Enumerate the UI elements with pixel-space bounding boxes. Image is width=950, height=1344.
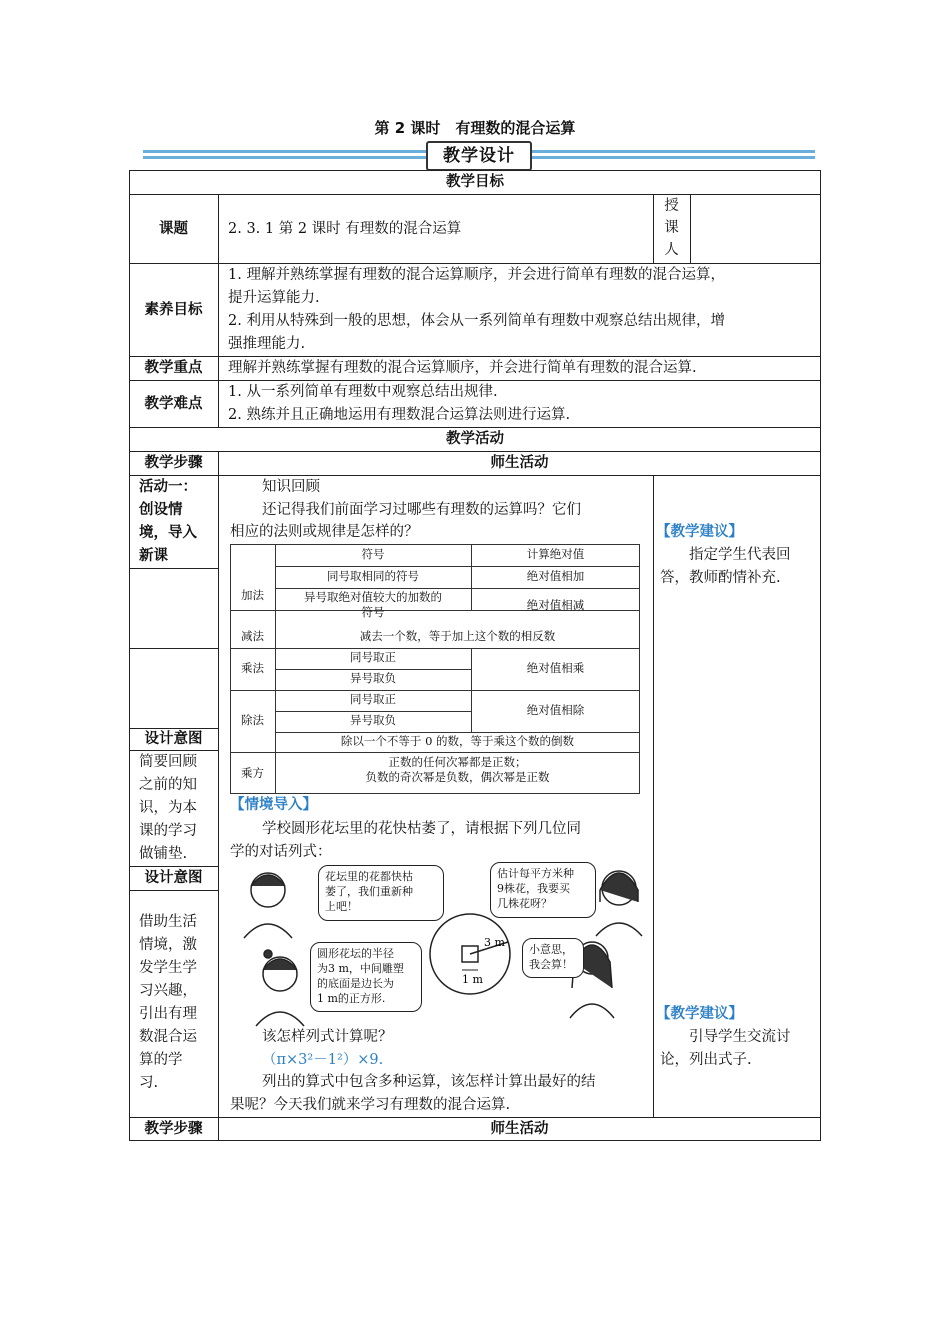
goals-label: 素养目标 [144, 302, 203, 318]
scene-conclusion-1: 列出的算式中包含多种运算，该怎样计算出最好的结 [262, 1074, 596, 1090]
rules-add-diff-abs: 绝对值相减 [526, 598, 585, 612]
rules-div-rule: 除以一个不等于 0 的数，等于乘这个数的倒数 [340, 734, 575, 748]
speech-bubble-4: 小意思， 我会算！ [522, 938, 584, 978]
scene-formula: （π×3²－1²）×9. [262, 1052, 384, 1068]
section-banner [143, 141, 815, 169]
scene-conclusion-2: 果呢？今天我们就来学习有理数的混合运算. [230, 1097, 511, 1113]
topic-value: 2. 3. 1 第 2 课时 有理数的混合运算 [228, 221, 462, 237]
intent-label-1: 设计意图 [144, 731, 203, 747]
rules-sub: 减法 [241, 629, 264, 643]
rules-pow-text: 正数的任何次幂都是正数； 负数的奇次幂是负数，偶次幂是正数 [365, 755, 550, 784]
side-label: 1 m [462, 973, 483, 986]
rules-mul-neg: 异号取负 [350, 671, 396, 685]
radius-label: 3 m [484, 936, 505, 949]
rules-div: 除法 [241, 713, 264, 727]
topic-label: 课题 [159, 221, 188, 237]
tip-2-text: 引导学生交流讨 论，列出式子. [660, 1029, 791, 1068]
difficulty-text: 1. 从一系列简单有理数中观察总结出规律. 2. 熟练并且正确地运用有理数混合运算法则进行运算. [228, 384, 571, 423]
intent-text-2: 借助生活 情境，激 发学生学 习兴趣， 引出有理 数混合运 算的学 习. [139, 914, 197, 1091]
activity-one-label: 活动一： 创设情 境，导入 新课 [139, 479, 197, 564]
girl-figure-icon-left-bottom [256, 950, 304, 1026]
rules-div-pos: 同号取正 [350, 692, 396, 706]
teacher-label: 授 课 人 [664, 198, 679, 258]
goals-text: 1. 理解并熟练掌握有理数的混合运算顺序，并会进行简单有理数的混合运算， 提升运算能力. 2. 利用从特殊到一般的思想，体会从一系列简单有理数中观察总结出规律，增 强推理能力. [228, 267, 725, 352]
difficulty-label: 教学难点 [144, 396, 203, 412]
key-label: 教学重点 [144, 360, 203, 376]
tip-1-tag: 【教学建议】 [656, 524, 743, 540]
steps-header: 教学步骤 [144, 455, 203, 471]
girl-figure-icon-right-top [596, 871, 642, 936]
rules-div-neg: 异号取负 [350, 713, 396, 727]
scene-tag: 【情境导入】 [230, 797, 317, 813]
rules-add: 加法 [241, 588, 264, 602]
footer-steps-header: 教学步骤 [144, 1121, 203, 1137]
rules-div-abs: 绝对值相除 [526, 703, 585, 717]
tip-2-tag: 【教学建议】 [656, 1006, 743, 1022]
scene-line-2: 学的对话列式： [230, 844, 332, 860]
intent-text-1: 简要回顾 之前的知 识，为本 课的学习 做铺垫. [139, 754, 197, 862]
boy-figure-icon [244, 873, 292, 938]
rules-head-sign: 符号 [361, 547, 385, 561]
scene-question: 该怎样列式计算呢？ [262, 1029, 393, 1045]
review-question-1: 还记得我们前面学习过哪些有理数的运算吗？它们 [262, 502, 581, 518]
rules-mul-pos: 同号取正 [350, 650, 396, 664]
speech-bubble-2: 估计每平方米种 9株花，我要买 几株花呀？ [490, 862, 596, 918]
rules-mul: 乘法 [241, 661, 264, 675]
rules-add-same-abs: 绝对值相加 [526, 569, 585, 583]
lesson-title: 第 2 课时 有理数的混合运算 [374, 119, 576, 137]
tip-1-text: 指定学生代表回 答，教师酌情补充. [660, 547, 791, 586]
rules-add-diff: 异号取绝对值较大的加数的 符号 [304, 590, 442, 619]
speech-bubble-3: 圆形花坛的半径 为3 m，中间雕塑 的底面是边长为 1 m的正方形. [310, 942, 422, 1012]
key-value: 理解并熟练掌握有理数的混合运算顺序，并会进行简单有理数的混合运算. [228, 360, 697, 376]
rules-table [230, 544, 640, 794]
rules-head-abs: 计算绝对值 [526, 547, 585, 561]
activity-header: 师生活动 [490, 455, 549, 471]
review-heading: 知识回顾 [262, 479, 320, 495]
rules-mul-abs: 绝对值相乘 [526, 661, 585, 675]
banner-label: 教学设计 [426, 141, 532, 171]
rules-sub-rule: 减去一个数，等于加上这个数的相反数 [359, 629, 556, 643]
review-question-2: 相应的法则或规律是怎样的？ [230, 524, 419, 540]
section-activity-heading: 教学活动 [446, 431, 504, 447]
rules-add-same: 同号取相同的符号 [327, 569, 419, 583]
section-goals-heading: 教学目标 [446, 174, 504, 190]
scene-line-1: 学校圆形花坛里的花快枯萎了，请根据下列几位同 [262, 821, 581, 837]
footer-activity-header: 师生活动 [490, 1121, 549, 1137]
intent-label-2: 设计意图 [144, 870, 203, 886]
speech-bubble-1: 花坛里的花都快枯 萎了，我们重新种 上吧！ [318, 865, 444, 921]
rules-pow: 乘方 [241, 766, 264, 780]
